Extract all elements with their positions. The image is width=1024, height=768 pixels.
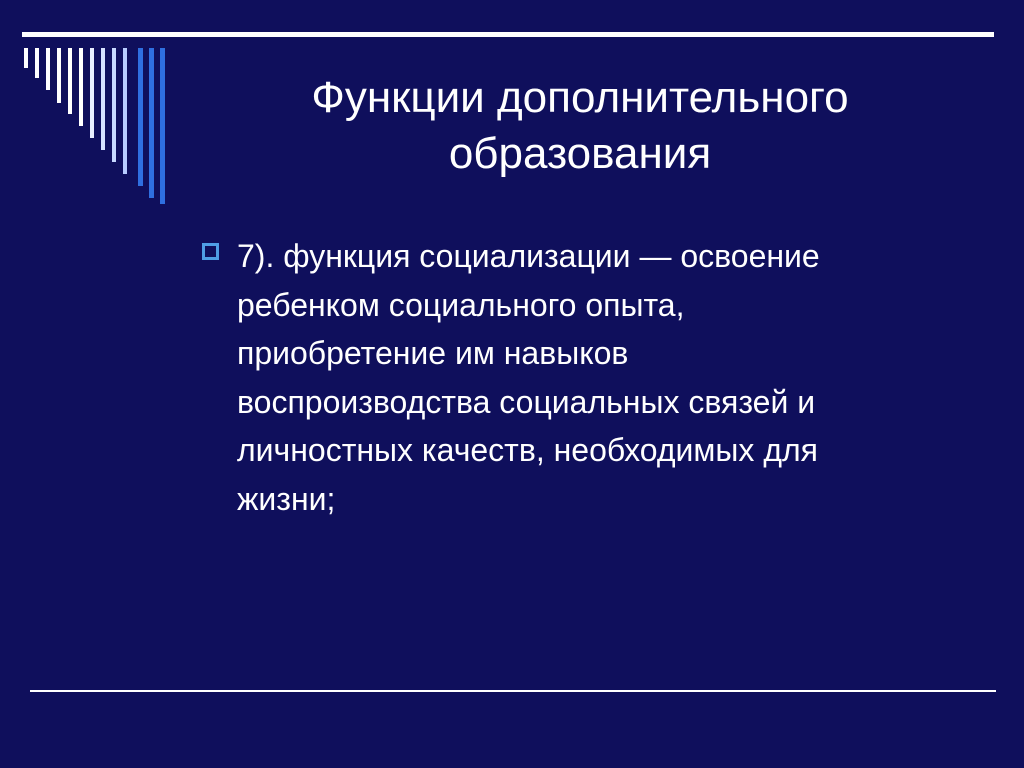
stripe	[68, 48, 72, 114]
stripe	[90, 48, 94, 138]
stripe	[149, 48, 154, 198]
title-line-2: образования	[448, 129, 712, 178]
stripe	[46, 48, 50, 90]
bullet-line: 7). функция социализации — освоение	[237, 238, 820, 274]
bullet-text	[237, 232, 977, 523]
title-line-1: Функции дополнительного	[311, 73, 849, 122]
stripe	[160, 48, 165, 204]
bullet-line: ребенком социального опыта,	[237, 286, 685, 323]
stripe	[35, 48, 39, 78]
top-rule	[22, 32, 994, 37]
stripe	[57, 48, 61, 103]
stripe	[123, 48, 127, 174]
bullet-line: приобретение им навыков	[237, 335, 629, 371]
bottom-rule	[30, 690, 996, 692]
stripe	[138, 48, 143, 186]
stripe	[101, 48, 105, 150]
hollow-square-icon	[202, 243, 219, 260]
bullet-line: воспроизводства социальных связей и	[237, 383, 816, 420]
bullet-item	[200, 232, 980, 523]
stripe	[79, 48, 83, 126]
stripe	[112, 48, 116, 162]
bullet-line: жизни;	[237, 480, 336, 517]
slide-title	[170, 70, 990, 182]
bullet-line: личностных качеств, необходимых для	[237, 432, 818, 468]
stripe	[24, 48, 28, 68]
